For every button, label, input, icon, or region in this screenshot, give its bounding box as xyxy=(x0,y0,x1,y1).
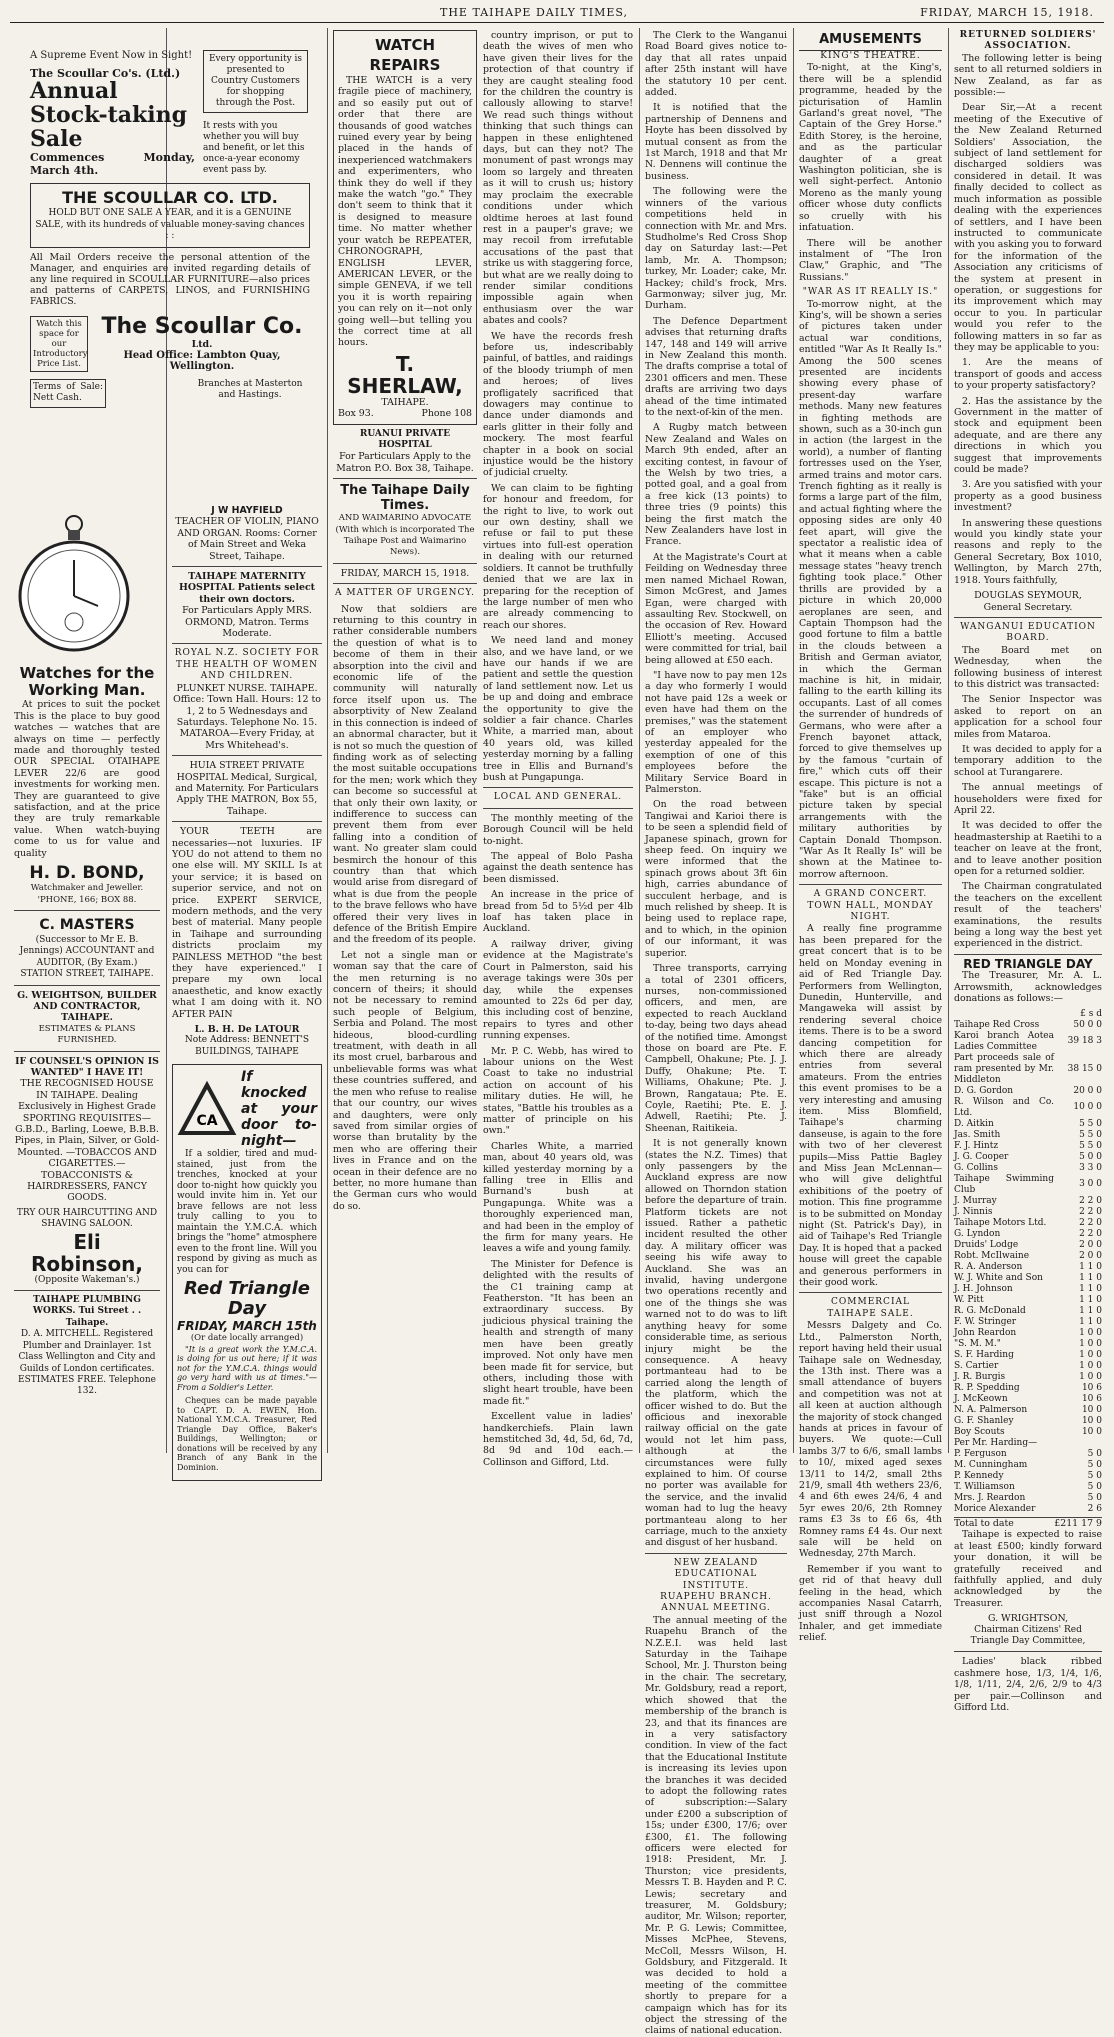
news-item: Mr. P. C. Webb, has wired to labour unions on the West Coast to take no industrial action on account of his military duties. He will, he states, "Battle his troubles as a matter of principle on his own." xyxy=(483,1045,633,1137)
donation-amount: 5 0 xyxy=(1087,1448,1102,1459)
weightson-ad: G. WEIGHTSON, BUILDER AND CONTRACTOR, TAIHAPE. xyxy=(17,989,157,1024)
ruanui-hospital: RUANUI PRIVATE HOSPITAL xyxy=(359,428,451,450)
watch-repairs-heading: WATCH REPAIRS xyxy=(369,36,441,74)
concert-body: A really fine programme has been prepared for the great concert that is to be held on Monday evening in aid of Red Triangle Day. Performers from Wellington, Dunedin, Hunterville, and Mangaweka will assist by rendering several choice items. There is to be a sword dancing competition for which there are already entries from several amateurs. From the entries this event promises to be a very interesting and amusing item. Miss Blomfield, Taihape's charming danseuse, is again to the fore with two of her cleverest pupils—Miss Pattie Bagley and Miss Jean McLennan—who will give delightful exhibitions of the poetry of motion. This fine programme is to be submitted on Monday night (St. Patrick's Day), in aid of Taihape's Red Triangle Day. It is hoped that a packed house will greet the capable and generous performers in their good work. xyxy=(799,923,942,1289)
donation-row xyxy=(954,1394,1102,1405)
hayfield-body: TEACHER OF VIOLIN, PIANO AND ORGAN. Rooms: Corner of Main Street and Weka Street, Taihape. xyxy=(175,516,319,562)
robinson-sub: (Opposite Wakeman's.) xyxy=(34,1274,140,1285)
rests-with-you: It rests with you whether you will buy and benefit, or let this once-a-year economy event pass by. xyxy=(203,121,305,175)
donation-amount: 2 2 0 xyxy=(1079,1195,1102,1206)
haircutting: TRY OUR HAIRCUTTING AND SHAVING SALOON. xyxy=(16,1207,158,1230)
amusement-item: To-night, at the King's, there will be a splendid programme, headed by the picturisation of Hamlin Garland's great novel, "The Captain of the Grey Horse." Edith Storey, is the heroine, and as the particular daughter of a great Washington politician, she is well sight-perfect. Antonio Moreno as the manly young officer whose duty conflicts so cruelly with his infatuation. xyxy=(799,62,942,234)
donation-amount: 5 5 0 xyxy=(1079,1140,1102,1151)
donation-amount: 2 0 0 xyxy=(1079,1239,1102,1250)
recognised-house: THE RECOGNISED HOUSE IN TAIHAPE. Dealing Exclusively in Highest Grade SPORTING REQUISITES— G.B.D., Barling, Loewe, B.B.B. Pipes, in Plain, Silver, or Gold-Mounted. —TOBACCOS AND CIGARETTES.— TOBACCONISTS & HAIRDRESSERS, FANCY GOODS. xyxy=(14,1078,160,1204)
donor-name: Part proceeds sale of ram presented by Mr. Middleton xyxy=(954,1052,1054,1085)
donation-row xyxy=(954,1317,1102,1328)
treasurer-note: The Treasurer, Mr. A. L. Arrowsmith, acknowledges donations as follows:— xyxy=(954,970,1102,1005)
news-item: A Rugby match between New Zealand and Wales on March 9th ended, after an exciting contest, in favour of the Welsh by two tries, a potted goal, and a goal from a free kick (13 points) to three tries (9 points) this being the first match the New Zealanders have lost in France. xyxy=(645,422,787,548)
donation-amount: 5 0 xyxy=(1087,1481,1102,1492)
taihape-sale: TAIHAPE SALE. xyxy=(827,1308,914,1319)
donation-row xyxy=(954,1350,1102,1361)
red-triangle-heading: RED TRIANGLE DAY xyxy=(963,956,1093,971)
donor-name: S. F. Harding xyxy=(954,1349,1014,1360)
donation-amount: 38 15 0 xyxy=(1067,1063,1102,1074)
war-heading: "WAR AS IT REALLY IS." xyxy=(802,287,939,298)
donor-name: Mrs. J. Reardon xyxy=(954,1492,1026,1503)
donation-row xyxy=(954,1031,1102,1053)
column-6 xyxy=(799,30,942,1644)
masthead xyxy=(10,4,1104,23)
wanganui-item: The annual meetings of householders were fixed for April 22. xyxy=(954,782,1102,816)
donation-amount: 20 0 0 xyxy=(1073,1085,1102,1096)
editorial-paragraph: We need land and money also, and we have land, or we have our hands if we are patient and settle the question of land settlement now. Let us be up and doing and embrace the opportunity to give the soldier a fair chance. Charles White, a married man, about 40 years old, was killed yesterday morning by a falling tree in Ellis and Burnand's bush at Pungapunga. xyxy=(483,635,633,783)
donor-name: F. J. Hintz xyxy=(954,1140,999,1151)
wanganui-item: The Senior Inspector was asked to report on an application for a school four miles from Mataroa. xyxy=(954,694,1102,740)
donation-row xyxy=(954,1482,1102,1493)
ruanui-body: For Particulars Apply to the Matron P.O. Box 38, Taihape. xyxy=(336,451,474,474)
donor-name: "S. M. M." xyxy=(954,1338,1001,1349)
editorial-heading: A MATTER OF URGENCY. xyxy=(335,588,475,599)
wanganui-item: The Chairman congratulated the teachers on the excellent result of the teachers' examinations, the results being a long way the best yet experienced in the district. xyxy=(954,881,1102,950)
news-item: It is not generally known (states the N.Z. Times) that only passengers by the Auckland express are now allowed on Thorndon station before the departure of train. Platform tickets are not issued. Rather a pathetic incident resulted the other day. A military officer was seeing his wife away to Auckland. She was an invalid, having undergone two operations recently and one of the things she was warned not to do was to lift anything heavy for some considerable time, as serious injury might be the consequence. A heavy portmanteau had to be carried along the length of the platform, which the officer wished to do. But the officious and inexorable railway official on the gate would not let him pass, although at the circumstances were fully explained to him. Of course no porter was available for the service, and the invalid woman had to lug the heavy portmanteau along to her carriage, much to the anxiety and disgust of her husband. xyxy=(645,1138,787,1549)
paper-title: The Taihape Daily Times. xyxy=(340,483,470,514)
donation-row xyxy=(954,1295,1102,1306)
donation-amount: 2 2 0 xyxy=(1079,1206,1102,1217)
donor-name: Morice Alexander xyxy=(954,1503,1036,1514)
sherlaw-box: Box 93. xyxy=(338,408,374,420)
donor-name: J. Ninnis xyxy=(954,1206,993,1217)
donor-name: T. Williamson xyxy=(954,1481,1015,1492)
ruapehu-heading: RUAPEHU BRANCH. xyxy=(660,1592,772,1603)
masters-sub: (Successor to Mr E. B. Jennings) ACCOUNTANT and AUDITOR, (By Exam.) STATION STREET, TAIHAPE. xyxy=(19,934,155,980)
donation-row xyxy=(954,1471,1102,1482)
donation-row xyxy=(954,1416,1102,1427)
news-item: The monthly meeting of the Borough Council will be held to-night. xyxy=(483,812,633,847)
huia-hospital: HUIA STREET PRIVATE HOSPITAL Medical, Surgical, and Maternity. For Particulars Apply THE MATRON, Box 55, Taihape. xyxy=(175,760,319,817)
news-item: Three transports, carrying a total of 2301 officers, nurses, non-commissioned officers, and men, are expected to reach Auckland to-day, being two days ahead of the notified time. Amongst those on board are Pte. F. Campbell, Ohakune; Pte. J. J. Duffy, Ohakune; Pte. T. Williams, Ohakune; Pte. J. Brown, Rangataua; Pte. E. Coyle, Raetihi; Pte. E. J. Adwell, Raetihi; Pte. J. Sheenan, Raitikeia. xyxy=(645,963,787,1134)
donation-row xyxy=(954,1449,1102,1460)
donation-row xyxy=(954,1405,1102,1416)
ymca-body: If a soldier, tired and mud-stained, just from the trenches, knocked at your door to-night how quickly you would invite him in. Yet our brave fellows are not less truly calling to you to maintain the Y.M.C.A. which brings the "home" atmosphere even to the front line. Will you respond by giving as much as you can for xyxy=(177,1149,317,1275)
donor-name: J. McKeown xyxy=(954,1393,1008,1404)
donation-amount: 1 1 0 xyxy=(1079,1283,1102,1294)
donation-amount: 5 0 xyxy=(1087,1470,1102,1481)
donation-row xyxy=(954,1240,1102,1251)
bond-sub: Watchmaker and Jeweller. 'PHONE, 166; BOX 88. xyxy=(30,883,144,905)
ymca-day: Red Triangle Day xyxy=(184,1278,310,1320)
donation-amount: 5 0 xyxy=(1087,1459,1102,1470)
watches-body: At prices to suit the pocket This is the place to buy good watches — watches that are always on time — perfectly made and thoroughly tested OUR SPECIAL OTAIHAPE LEVER 22/6 are good investments for working men. They are guaranteed to give satisfaction, and at the price they are truly remarkable value. When watch-buying come to us for value and quality xyxy=(14,699,160,859)
dentist-address: Note Address: BENNETT'S BUILDINGS, TAIHAPE xyxy=(184,1035,310,1057)
donor-name: Boy Scouts xyxy=(954,1426,1005,1437)
returned-body: 2. Has the assistance by the Government in the matter of stock and equipment been adequate, and are there any directions in which you suggest that improvements could be made? xyxy=(954,395,1102,476)
donation-row xyxy=(954,1119,1102,1130)
robinson-name: Eli Robinson, xyxy=(30,1229,144,1276)
news-item: A railway driver, giving evidence at the Magistrate's Court in Palmerston, said his average takings were 30s per day, while the expenses amounted to 22s 6d per day, this including cost of benzine, repairs to tyres and other running expenses. xyxy=(483,938,633,1042)
commences-date: Commences Monday, March 4th. xyxy=(30,151,195,178)
scoullar-ad xyxy=(30,50,310,460)
head-office: Head Office: Lambton Quay, Wellington. xyxy=(123,350,281,373)
every-opportunity: Every opportunity is presented to Country Customers for shopping through the Post. xyxy=(203,50,308,113)
red-triangle-icon xyxy=(177,1081,237,1137)
ymca-quote: "It is a great work the Y.M.C.A. is doing for us out here; if it was not for the Y.M.C.A. things would go very hard with us at times."—From a Soldier's Letter. xyxy=(177,1344,317,1392)
news-item: The Clerk to the Wanganui Road Board gives notice to-day that all rates unpaid after 25th instant will have the statutory 10 per cent. added. xyxy=(645,30,787,99)
news-item: Charles White, a married man, about 40 years old, was killed yesterday morning by a falling tree in Ellis and Burnand's bush at Pungapunga. White was a thoroughly experienced man, and had been in the employ of the firm for many years. He leaves a wife and young family. xyxy=(483,1140,633,1255)
amusements-heading: AMUSEMENTS xyxy=(799,30,942,51)
donor-name: R. G. McDonald xyxy=(954,1305,1026,1316)
donor-name: Karoi branch Aotea Ladies Committee xyxy=(954,1030,1054,1052)
column-rule xyxy=(639,28,640,1453)
column-rule xyxy=(948,28,949,1453)
donor-name: G. Lyndon xyxy=(954,1228,1001,1239)
news-item: The appeal of Bolo Pasha against the death sentence has been dismissed. xyxy=(483,851,633,885)
donation-amount: 1 0 0 xyxy=(1079,1327,1102,1338)
column-rule xyxy=(793,28,794,1453)
returned-body: The following letter is being sent to all returned soldiers in New Zealand, as far as possible:— xyxy=(954,52,1102,99)
donation-row xyxy=(954,1328,1102,1339)
donation-row xyxy=(954,1284,1102,1295)
donation-amount: 3 3 0 xyxy=(1079,1162,1102,1173)
counsel-line: IF COUNSEL'S OPINION IS WANTED" I HAVE IT! xyxy=(15,1055,159,1078)
column-7 xyxy=(954,30,1102,1713)
donation-row xyxy=(954,1207,1102,1218)
donation-row xyxy=(954,1141,1102,1152)
donor-name: J. G. Cooper xyxy=(954,1151,1009,1162)
editorial-paragraph: country imprison, or put to death the wives of men who have given their lives for the protection of that country if they are caught stealing food for the children the country is callously allowing to starve! We read such things without thinking that such things can happen in these enlightened days, but can they not? The monument of past wrongs may loom so largely and threaten as it will to crush us; history may proclaim the execrable conditions under which oldtime heroes at last found rest in a pauper's grave; we may recoil from irrefutable accusations of the past that strike us with staggering force, but what are we really doing to render similar conditions impossible again when enthusiasm over the war abates and cools? xyxy=(483,30,633,327)
donor-name: Taihape Swimming Club xyxy=(954,1173,1054,1195)
sale-body: Messrs Dalgety and Co. Ltd., Palmerston North, report having held their usual Taihape sale on Wednesday, the 13th inst. There was a small attendance of buyers and competition was not at all keen at auction although the majority of stock changed hands at prices in favour of buyers. We quote:—Cull lambs 3/7 to 6/6, small lambs to 10/, mixed aged sexes 13/11 to 14/2, small 2ths 21/9, small 4th wethers 23/6, 4 and 6th ewes 24/6, 4 and 5yr ewes 20/6, 2th Romney rams £3 3s to £6 6s, 4th Romney rams £4 4s. Our next sale will be held on Wednesday, 27th March. xyxy=(799,1320,942,1560)
donation-amount: 3 0 0 xyxy=(1079,1179,1102,1190)
donation-amount: 5 5 0 xyxy=(1079,1118,1102,1129)
editorial-paragraph: We have the records fresh before us, indescribably painful, of battles, and raidings of the bloody triumph of men and heroes; of lives profligately sacrificed that dowagers may continue to dance under diamonds and earls glitter in their folly and mockery. The most fearful chapter in a book on social injustice would be the history of judicial cruelty. xyxy=(483,330,633,479)
column-3 xyxy=(333,30,477,1455)
donation-amount: 1 1 0 xyxy=(1079,1305,1102,1316)
donor-name: N. A. Palmerson xyxy=(954,1404,1028,1415)
donation-amount: 1 0 0 xyxy=(1079,1349,1102,1360)
hayfield-name: J W HAYFIELD xyxy=(211,505,283,516)
nzei-body: The annual meeting of the Ruapehu Branch of the N.Z.E.I. was held last Saturday in the Taihape School, Mr. J. Thurston being in the chair. The secretary, Mr. Goldsbury, read a report, which showed that the membership of the branch is 23, and that its finances are in a very satisfactory condition. In view of the fact that the Educational Institute is increasing its levies upon the branches it was decided to adopt the following rates of subscription:—Salary under £200 a subscription of 15s; under £300, 17/6; over £300, £1. The following officers were elected for 1918: President, Mr. J. Thurston; vice presidents, Messrs T. B. Hayden and P. C. Lewis; secretary and treasurer, M. Goldsbury; auditor, Mr. Wilson; reporter, Mr. P. G. Lewis; Committee, Misses McPhee, Stevens, McColl, Messrs Wilson, H. Goldsbury, and Fitzgerald. It was decided to hold a meeting of the committee shortly to prepare for a campaign which has for its object the stressing of the claims of national education. xyxy=(645,1614,787,2037)
donor-name: W. Pitt xyxy=(954,1294,984,1305)
watch-repairs-body: THE WATCH is a very fragile piece of machinery, and so easily put out of order that there are thousands of good watches ruined every year by being placed in the hands of inexperienced watchmakers and experimenters, who think they do well if they make the watch "go." They don't seem to think that it is designed to measure time. No matter whether your watch be REPEATER, CHRONOGRAPH, ENGLISH LEVER, AMERICAN LEVER, or the simple GENEVA, if we tell you it is worth repairing you can rely on it—not only going well—but telling you the correct time at all hours. xyxy=(338,75,472,349)
branches: Branches at Masterton and Hastings. xyxy=(197,378,303,401)
donor-name: Taihape Motors Ltd. xyxy=(954,1217,1047,1228)
donor-name: P. Ferguson xyxy=(954,1448,1007,1459)
wanganui-heading: WANGANUI EDUCATION BOARD. xyxy=(960,621,1096,644)
total-label: Total to date xyxy=(954,1517,1014,1529)
donation-amount: 5 5 0 xyxy=(1079,1129,1102,1140)
donation-row xyxy=(954,1020,1102,1031)
masthead-date: FRIDAY, MARCH 15, 1918. xyxy=(920,6,1094,19)
donation-amount xyxy=(1054,1438,1102,1449)
ymca-local: (Or date locally arranged) xyxy=(190,1333,304,1344)
donor-name: G. Collins xyxy=(954,1162,998,1173)
donor-name: W. J. White and Son xyxy=(954,1272,1043,1283)
seymour-title: General Secretary. xyxy=(983,601,1073,613)
donation-amount: 2 6 xyxy=(1087,1503,1102,1514)
masters-name: C. MASTERS xyxy=(39,916,135,933)
ymca-date: FRIDAY, MARCH 15th xyxy=(177,1319,317,1334)
donation-row xyxy=(954,1427,1102,1438)
donor-name: F. W. Stringer xyxy=(954,1316,1017,1327)
news-item: The Defence Department advises that returning drafts 147, 148 and 149 will arrive in New Zealand this month. The drafts comprise a total of 2301 officers and men. These drafts are arriving two days ahead of the time intimated to the next-of-kin of the men. xyxy=(645,315,787,418)
editorial-paragraph: We can claim to be fighting for honour and freedom, for the right to live, to work out our own destiny, shall we refuse or fail to put these virtues into full-est operation in dealing with our returned soldiers. It cannot be truthfully denied that we are lax in preparing for the reception of the large number of men who are already commencing to reach our shores. xyxy=(483,482,633,631)
royal-society: ROYAL N.Z. SOCIETY FOR THE HEALTH OF WOMEN AND CHILDREN. xyxy=(174,648,320,682)
donation-row xyxy=(954,1438,1102,1449)
closing-note: Taihape is expected to raise at least £500; kindly forward your donation, it will be gratefully received and faithfully applied, and duly acknowledged by the Treasurer. xyxy=(954,1529,1102,1609)
annual-meeting-heading: ANNUAL MEETING. xyxy=(661,1603,771,1614)
donor-name: G. F. Shanley xyxy=(954,1415,1014,1426)
donor-name: D. G. Gordon xyxy=(954,1085,1014,1096)
news-item: "I have now to pay men 12s a day who formerly I would not have paid 12s a week or even have had them on the premises," was the statement of an employer who yesterday appealed for the exemption of one of this employees before the Military Service Board in Palmerston. xyxy=(645,669,787,795)
signed-title: Chairman Citizens' Red Triangle Day Committee, xyxy=(970,1624,1086,1646)
donation-row xyxy=(954,1361,1102,1372)
editorial-paragraph: Let not a single man or woman say that the care of the men returning is no concern of theirs; it should not be necessary to remind such people of Belgium, Serbia and Poland. The most hideous, blood-curdling treatment, with death in all its most cruel, barbarous and unbelievable forms was what these countries suffered, and the men who refuse to realise that our country, our wives and daughters, were only saved from similar orgies of worse than brutality by the men who are offering their lives in France and on the ocean in their defence are no better, no more humane than the German curs who would do so. xyxy=(333,949,477,1212)
scoullar-co-heading: The Scoullar Co. xyxy=(101,313,303,339)
donation-row xyxy=(954,1460,1102,1471)
watch-space-box: Watch this space for our Introductory Price List. xyxy=(30,316,88,372)
pocket-watch-icon xyxy=(14,506,134,656)
mail-orders: All Mail Orders receive the personal attention of the Manager, and enquiries are invited regarding details of any line required in SCOULLAR FURNITURE—also prices and patterns of CARPETS, LINOS, and FURNISHING FABRICS. xyxy=(30,251,310,307)
donation-row xyxy=(954,1174,1102,1196)
currency-header: £ s d xyxy=(1080,1008,1102,1019)
donor-name: Jas. Smith xyxy=(954,1129,1001,1140)
donor-name: Druids' Lodge xyxy=(954,1239,1019,1250)
returned-body: Dear Sir,—At a recent meeting of the Executive of the New Zealand Returned Soldiers' Association, the subject of land settlement for discharged soldiers was considered in detail. It was finally decided to collect as much information as possible dealing with the experiences of settlers, and I have been instructed to communicate with you asking you to forward for the information of the Association any criticisms of the system at present in operation, or suggestions for its improvement which may occur to you. In particular would you refer to the following matters in so far as they may be applicable to you: xyxy=(954,102,1102,353)
news-item: Excellent value in ladies' handkerchiefs. Plain lawn hemstitched 3d, 4d, 5d, 6d, 7d, 8d 9d and 10d each.—Collinson and Gifford, Ltd. xyxy=(483,1411,633,1468)
dentist-name: L. B. H. De LATOUR xyxy=(194,1024,300,1036)
donation-row xyxy=(954,1218,1102,1229)
returned-body: 1. Are the means of transport of goods and access to your property satisfactory? xyxy=(954,357,1102,392)
plunket-nurse: PLUNKET NURSE. TAIHAPE. Office: Town Hall. Hours: 12 to 1, 2 to 5 Wednesdays and Saturdays. Telephone No. 15. MATAROA—Every Friday, at Mrs Whitehead's. xyxy=(173,682,321,751)
svg-text:CA: CA xyxy=(196,1113,218,1130)
news-item: The Minister for Defence is delighted with the results of the C1 training camp at Featherston. "It has been an extraordinary success. By judicious physical training the health and strength of many men have been greatly improved. Not only have men been made fit for service, but others, including those with slight heart trouble, have been made fit." xyxy=(483,1258,633,1407)
donor-name: Taihape Red Cross xyxy=(954,1019,1040,1030)
donor-name: R. P. Spedding xyxy=(954,1382,1020,1393)
donation-amount: 5 0 xyxy=(1087,1492,1102,1503)
wanganui-item: It was decided to apply for a temporary addition to the school at Turangarere. xyxy=(954,743,1102,778)
donation-amount: 5 0 0 xyxy=(1079,1151,1102,1162)
donor-name: J. H. Johnson xyxy=(954,1283,1013,1294)
donation-row xyxy=(954,1262,1102,1273)
sherlaw-name: T. SHERLAW, xyxy=(347,351,463,398)
donor-name: Per Mr. Harding— xyxy=(954,1437,1038,1448)
donation-amount: 10 0 xyxy=(1081,1426,1102,1437)
ltd-label: Ltd. xyxy=(191,338,213,350)
donor-name: R. A. Anderson xyxy=(954,1261,1023,1272)
donation-amount: 1 0 0 xyxy=(1079,1338,1102,1349)
seymour-name: DOUGLAS SEYMOUR, xyxy=(974,590,1082,602)
estimates-line: ESTIMATES & PLANS FURNISHED. xyxy=(38,1023,136,1046)
donation-row xyxy=(954,1229,1102,1240)
donation-row xyxy=(954,1251,1102,1262)
donation-row xyxy=(954,1130,1102,1141)
donation-row xyxy=(954,1504,1102,1515)
news-item: At the Magistrate's Court at Feilding on Wednesday three men named Michael Rowan, Simon McGrest, and James Egan, were charged with assaulting Rev. Stockwell, on the occasion of Rev. Howard Elliott's meeting. Accused were committed for trial, bail being allowed at £50 each. xyxy=(645,551,787,666)
donation-row xyxy=(954,1273,1102,1284)
donation-amount: 1 0 0 xyxy=(1079,1371,1102,1382)
donor-name: Robt. McIlwaine xyxy=(954,1250,1030,1261)
donation-amount: 2 2 0 xyxy=(1079,1217,1102,1228)
donation-amount: 10 6 xyxy=(1081,1393,1102,1404)
column-2 xyxy=(172,505,322,1472)
commercial-heading: COMMERCIAL xyxy=(831,1297,910,1308)
watches-heading: Watches for the Working Man. xyxy=(19,664,155,700)
donations-table xyxy=(954,1020,1102,1515)
terms-of-sale: Terms of Sale: Nett Cash. xyxy=(30,379,106,408)
donation-row xyxy=(954,1383,1102,1394)
donation-row xyxy=(954,1306,1102,1317)
donation-amount: 10 0 xyxy=(1081,1404,1102,1415)
donation-amount: 39 18 3 xyxy=(1067,1036,1102,1047)
scoullar-sale-name: The Scoullar Co's. (Ltd.) xyxy=(30,67,181,80)
donation-row xyxy=(954,1339,1102,1350)
teeth-ad: YOUR TEETH are necessaries—not luxuries. IF YOU do not attend to them no one else will. MY SKILL Is at your service; it is based on superior service, and not on price. EXPERT SERVICE, modern methods, and the very best of material. Many people in Taihape and surrounding districts proclaim my PAINLESS METHOD "the best they have experienced." I prepare my own local anaesthetic, and know exactly what I am doing with it. NO AFTER PAIN xyxy=(172,826,322,1020)
donation-row xyxy=(954,1372,1102,1383)
donation-row xyxy=(954,1086,1102,1097)
donation-amount: 50 0 0 xyxy=(1073,1019,1102,1030)
supreme-event: A Supreme Event Now in Sight! xyxy=(30,50,193,61)
donor-name: D. Aitkin xyxy=(954,1118,994,1129)
news-item: An increase in the price of bread from 5d to 5½d per 4lb loaf has taken place in Auckland. xyxy=(483,889,633,935)
donor-name: P. Kennedy xyxy=(954,1470,1004,1481)
donation-amount: 1 1 0 xyxy=(1079,1261,1102,1272)
sale-heading: Sale xyxy=(30,126,83,153)
donation-amount: 1 1 0 xyxy=(1079,1316,1102,1327)
nozol-ad: Remember if you want to get rid of that heavy dull feeling in the head, which accompanies Nasal Catarrh, just sniff through a Nozol Inhaler, and get immediate relief. xyxy=(799,1563,942,1644)
ymca-cheques: Cheques can be made payable to CAPT. D. A. EWEN, Hon. National Y.M.C.A. Treasurer, Red Triangle Day Office, Baker's Buildings, Wellington; or donations will be received by any Branch of any Bank in the Dominion. xyxy=(177,1396,317,1472)
donation-amount: 2 0 0 xyxy=(1079,1250,1102,1261)
donation-row xyxy=(954,1053,1102,1086)
amusement-item: There will be another instalment of "The Iron Claw," Graphic, and "The Russians." xyxy=(799,237,942,283)
local-general-heading: LOCAL AND GENERAL. xyxy=(493,792,623,803)
masthead-title: THE TAIHAPE DAILY TIMES, xyxy=(440,6,629,19)
donation-row xyxy=(954,1196,1102,1207)
column-5 xyxy=(645,30,787,2037)
donor-name: M. Cunningham xyxy=(954,1459,1028,1470)
donor-name: J. R. Burgis xyxy=(954,1371,1006,1382)
column-rule xyxy=(327,28,328,1453)
editorial-date: FRIDAY, MARCH 15, 1918. xyxy=(340,567,470,579)
donor-name: R. Wilson and Co. Ltd. xyxy=(954,1096,1054,1118)
bond-name: H. D. BOND, xyxy=(29,863,145,884)
returned-body: 3. Are you satisfied with your property as a good business investment? xyxy=(954,479,1102,514)
hose-ad: Ladies' black ribbed cashmere hose, 1/3, 1/4, 1/6, 1/8, 1/11, 2/4, 2/6, 2/9 to 4/3 per pair.—Collinson and Gifford Ltd. xyxy=(954,1656,1102,1713)
donation-amount: 1 1 0 xyxy=(1079,1294,1102,1305)
donation-amount: 2 2 0 xyxy=(1079,1228,1102,1239)
war-body: To-morrow night, at the King's, will be shown a series of pictures taken under actual war conditions, entitled "War As It Really Is." Among the 500 scenes presented are incidents showing every phase of present-day warfare methods. Many new features in fighting methods are shown, such as a 30-inch gun in action (the largest in the world), a number of flanting fortresses used on the Yser, armed trains and motor cars. Trench fighting as it really is forms a large part of the film, and actual fighting where the opposing sides are only 40 feet apart, will give the spectator a realistic idea of what it means when a cable message states "heavy trench fighting took place." Other thrills are provided by a picture in which 20,000 aeroplanes are seen, and Captain Thompson had the good fortune to film a battle in the clouds between a British and German aviator, in which the German machine is hit, in midair, falling to the earth killing its occupants. Last of all comes the surrender of hundreds of Germans, who were after a French bayonet attack, forced to give themselves up by the famous "curtain of fire," which cuts off their escape. This picture is not a "fake" but is an official picture taken by special arrangements with the military authorities by Captain Donald Thompson. "War As It Really Is" will be shown at the Matinee to-morrow afternoon. xyxy=(799,298,942,880)
editorial-paragraph: Now that soldiers are returning to this country in rather considerable numbers the question of what is to become of them in their absorption into the civil and economic life of the community will naturally force itself upon us. The absorptivity of New Zealand in this connection is indeed of an abnormal character, but it is not so much the question of finding work as of selecting the most suitable occupations for the men; work which they can become so successful at that only their own laxity, or indifference to success can prevent them from ever falling into a condition of want. No greater slam could besmirch the honour of this country than that which would arise from disregard of what is due from the people to the brave fellows who have offered their very lives in defence of the British Empire and the freedom of its people. xyxy=(333,603,477,946)
plumbing-works: TAIHAPE PLUMBING WORKS. Tui Street . . Taihape. xyxy=(32,1295,142,1328)
maternity-hospital: TAIHAPE MATERNITY HOSPITAL Patients select their own doctors. xyxy=(178,571,316,605)
maternity-apply: For Particulars Apply MRS. ORMOND, Matron. Terms Moderate. xyxy=(182,605,312,640)
returned-body: In answering these questions would you kindly state your reasons and reply to the General Secretary, Box 1010, Wellington, by March 27th, 1918. Yours faithfully, xyxy=(954,517,1102,586)
column-4 xyxy=(483,30,633,1468)
donation-row xyxy=(954,1152,1102,1163)
scoullar-ltd-heading: THE SCOULLAR CO. LTD. xyxy=(62,188,278,208)
mitchell-ad: D. A. MITCHELL. Registered Plumber and Drainlayer. 1st Class Wellington and City and Guilds of London certificates. ESTIMATES FREE. Telephone 132. xyxy=(18,1329,156,1397)
kings-theatre: KING'S THEATRE. xyxy=(820,51,921,61)
total-value: £211 17 9 xyxy=(1054,1517,1102,1529)
sherlaw-town: TAIHAPE. xyxy=(381,396,429,408)
paper-sub: AND WAIMARINO ADVOCATE (With which is incorporated The Taihape Post and Waimarino News). xyxy=(335,513,475,558)
donor-name: S. Cartier xyxy=(954,1360,999,1371)
donation-amount: 10 0 0 xyxy=(1073,1102,1102,1113)
donation-amount: 10 6 xyxy=(1081,1382,1102,1393)
donation-row xyxy=(954,1097,1102,1119)
donation-amount: 1 0 0 xyxy=(1079,1360,1102,1371)
wanganui-item: The Board met on Wednesday, when the following business of interest to this district was transacted: xyxy=(954,644,1102,690)
donation-amount: 1 1 0 xyxy=(1079,1272,1102,1283)
ymca-knocked: If knocked at your door to-night— xyxy=(241,1069,317,1150)
news-item: It is notified that the partnership of Dennens and Hoyte has been dissolved by mutual consent as from the 1st March, 1918 and that Mr N. Dennens will continue the business. xyxy=(645,102,787,182)
hold-one-sale: HOLD BUT ONE SALE A YEAR, and it is a GENUINE SALE, with its hundreds of valuable money-saving chances : : xyxy=(35,208,305,242)
column-1 xyxy=(14,500,160,1455)
sherlaw-phone: Phone 108 xyxy=(421,408,472,420)
donor-name: John Reardon xyxy=(954,1327,1017,1338)
signed-name: G. WRIGHTSON, xyxy=(987,1613,1069,1625)
returned-soldiers-heading: RETURNED SOLDIERS' ASSOCIATION. xyxy=(959,30,1097,52)
donation-row xyxy=(954,1493,1102,1504)
stocktaking-heading: Stock-taking xyxy=(30,102,187,129)
nzei-heading: NEW ZEALAND EDUCATIONAL INSTITUTE. xyxy=(673,1557,759,1591)
donation-row xyxy=(954,1163,1102,1174)
annual-heading: Annual xyxy=(30,78,118,105)
concert-heading: A GRAND CONCERT. xyxy=(813,889,928,900)
news-item: On the road between Tangiwai and Karioi there is to be seen a splendid field of Japanese spinach, grown for sheep feed. On inquiry we were informed that the spinach grows about 3ft 6in high, carries abundance of succulent herbage, and is much relished by sheep. It is being used to replace rape, and to which, in the opinion of our informant, it was superior. xyxy=(645,799,787,959)
donor-name: J. Murray xyxy=(954,1195,997,1206)
town-hall: TOWN HALL, MONDAY NIGHT. xyxy=(807,900,934,923)
wanganui-item: It was decided to offer the headmastership at Raetihi to a teacher on leave at the front, and to leave another position open for a returned soldier. xyxy=(954,820,1102,878)
donation-amount: 10 0 xyxy=(1081,1415,1102,1426)
news-item: The following were the winners of the various competitions held in connection with Mr. and Mrs. Studholme's Red Cross Shop day on Saturday last:—Pet lamb, Mr. A. Thompson; turkey, Mr. Loader; cake, Mr. Hackey; child's frock, Mrs. Garmonway; silver jug, Mr. Durham. xyxy=(645,186,787,312)
